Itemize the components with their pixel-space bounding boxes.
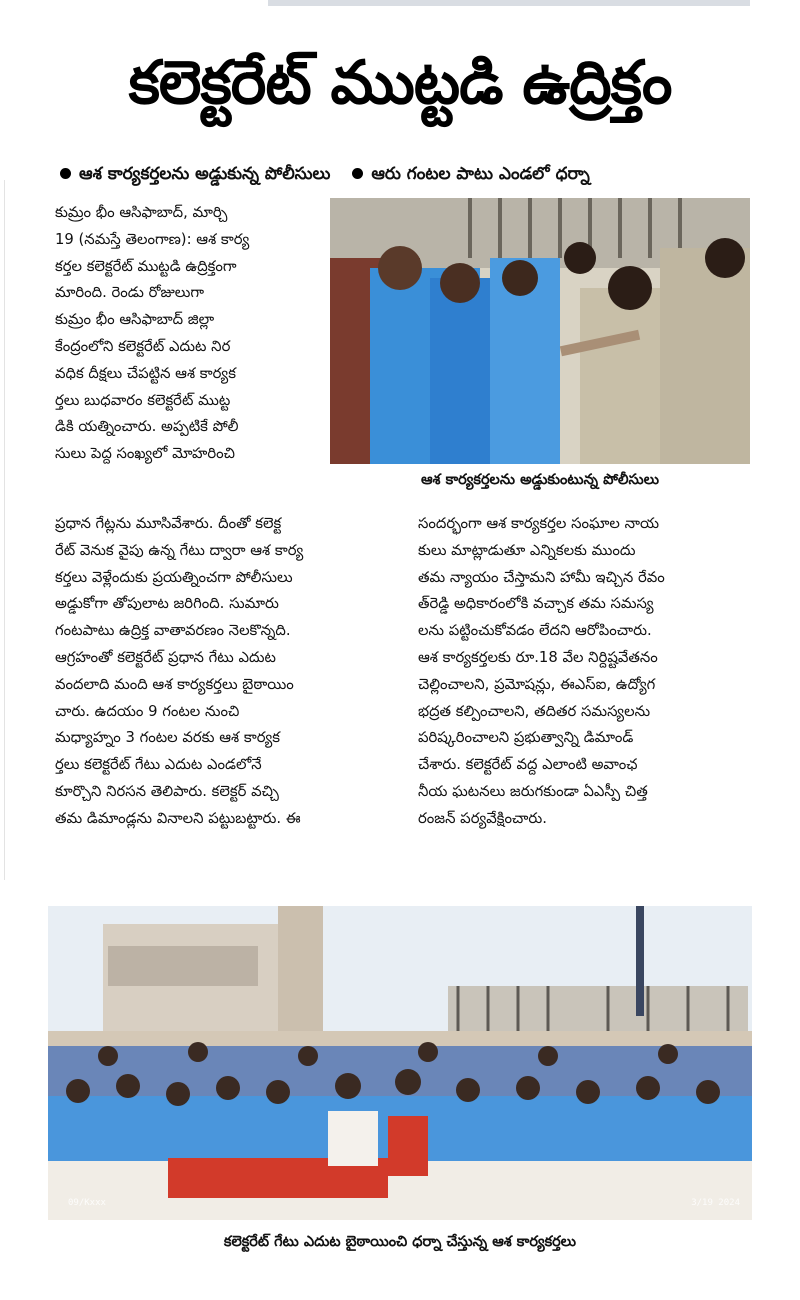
- body-line: కర్తలు వెళ్లేందుకు ప్రయత్నించగా పోలీసులు: [55, 568, 293, 586]
- body-column-2: [418, 511, 753, 833]
- body-line: ప్రధాన గేట్లను మూసివేశారు. దీంతో కలెక్ట: [55, 515, 282, 532]
- photo-police-blocking: [330, 198, 750, 464]
- body-line: నీయ ఘటనలు జరుగకుండా ఏఎస్పీ చిత్త: [418, 782, 648, 800]
- body-line: కుమ్రం భీం ఆసిఫాబాద్, మార్చి: [55, 204, 228, 221]
- photo-dharna-image: [48, 906, 752, 1220]
- headline: కలెక్టరేట్ ముట్టడి ఉద్రిక్తం: [128, 48, 672, 118]
- page-top-bar: [268, 0, 750, 6]
- body-line: గంటపాటు ఉద్రిక్త వాతావరణం నెలకొన్నది.: [55, 622, 291, 640]
- body-line: ఆశ కార్యకర్తలకు రూ.18 వేల నిర్దిష్టవేతనం: [418, 648, 658, 666]
- body-line: 19 (నమస్తే తెలంగాణ): ఆశ కార్య: [55, 230, 250, 248]
- bullet-icon: [60, 168, 71, 179]
- body-line: డికి యత్నించారు. అప్పటికే పోలీ: [55, 418, 239, 436]
- body-line: సులు పెద్ద సంఖ్యలో మోహరించి: [55, 445, 235, 463]
- body-line: తమ న్యాయం చేస్తామని హామీ ఇచ్చిన రేవం: [418, 568, 665, 586]
- body-line: కూర్చొని నిరసన తెలిపారు. కలెక్టర్ వచ్చి: [55, 782, 279, 800]
- body-line: పరిష్కరించాలని ప్రభుత్వాన్ని డిమాండ్: [418, 729, 634, 747]
- body-line: లను పట్టించుకోవడం లేదని ఆరోపించారు.: [418, 622, 652, 640]
- subhead-2: ఆరు గంటల పాటు ఎండలో ధర్నా: [352, 164, 589, 184]
- body-line: రంజన్ పర్యవేక్షించారు.: [418, 809, 547, 827]
- body-line: సందర్భంగా ఆశ కార్యకర్తల సంఘాల నాయ: [418, 515, 659, 532]
- photo1-caption: ఆశ కార్యకర్తలను అడ్డుకుంటున్న పోలీసులు: [420, 472, 659, 488]
- body-line: ర్తలు బుధవారం కలెక్టరేట్ ముట్ట: [55, 391, 231, 409]
- body-line: వందలాది మంది ఆశ కార్యకర్తలు బైఠాయిం: [55, 675, 294, 693]
- body-line: వధిక దీక్షలు చేపట్టిన ఆశ కార్యక: [55, 364, 236, 382]
- subheads: [60, 158, 740, 190]
- body-line: మారింది. రెండు రోజులుగా: [55, 284, 205, 302]
- body-line: భద్రత కల్పించాలని, తదితర సమస్యలను: [418, 702, 651, 720]
- body-line: చేశారు. కలెక్టరేట్ వద్ద ఎలాంటి అవాంఛ: [418, 756, 638, 774]
- photo2-caption: కలెక్టరేట్ గేటు ఎదుట బైఠాయించి ధర్నా చేస్తున్న ఆశ కార్యకర్తలు: [223, 1234, 577, 1250]
- body-line: ఆగ్రహంతో కలెక్టరేట్ ప్రధాన గేటు ఎదుట: [55, 648, 276, 666]
- photo-stamp-left: 09/Kxxx: [68, 1198, 106, 1208]
- subhead-1: ఆశ కార్యకర్తలను అడ్డుకున్న పోలీసులు: [60, 164, 330, 184]
- body-line: మధ్యాహ్నం 3 గంటల వరకు ఆశ కార్యక: [55, 729, 280, 747]
- body-line: అడ్డుకోగా తోపులాట జరిగింది. సుమారు: [55, 595, 279, 613]
- body-line: కులు మాట్లాడుతూ ఎన్నికలకు ముందు: [418, 541, 636, 559]
- body-line: కేంద్రంలోని కలెక్టరేట్ ఎదుట నిర: [55, 337, 231, 355]
- body-line: కర్తల కలెక్టరేట్ ముట్టడి ఉద్రిక్తంగా: [55, 257, 237, 275]
- column-rule: [4, 180, 5, 880]
- photo-police-blocking-image: [330, 198, 750, 464]
- body-line: తమ డిమాండ్లను వినాలని పట్టుబట్టారు. ఈ: [55, 809, 301, 827]
- body-line: ర్తలు కలెక్టరేట్ గేటు ఎదుట ఎండలోనే: [55, 756, 262, 774]
- body-column-1-continued: [55, 511, 400, 833]
- body-line: త్‌రెడ్డి అధికారంలోకి వచ్చాక తమ సమస్య: [418, 595, 654, 613]
- body-line: కుమ్రం భీం ఆసిఫాబాద్ జిల్లా: [55, 311, 215, 329]
- photo-dharna: [48, 906, 752, 1220]
- body-column-1: [55, 200, 327, 468]
- body-line: చెల్లించాలని, ప్రమోషన్లు, ఈఎస్ఐ, ఉద్యోగ: [418, 675, 656, 693]
- bullet-icon: [352, 168, 363, 179]
- body-line: రేట్ వెనుక వైపు ఉన్న గేటు ద్వారా ఆశ కార్య: [55, 541, 304, 559]
- photo-stamp-right: 3/19 2024: [691, 1198, 740, 1208]
- body-line: చారు. ఉదయం 9 గంటల నుంచి: [55, 702, 240, 720]
